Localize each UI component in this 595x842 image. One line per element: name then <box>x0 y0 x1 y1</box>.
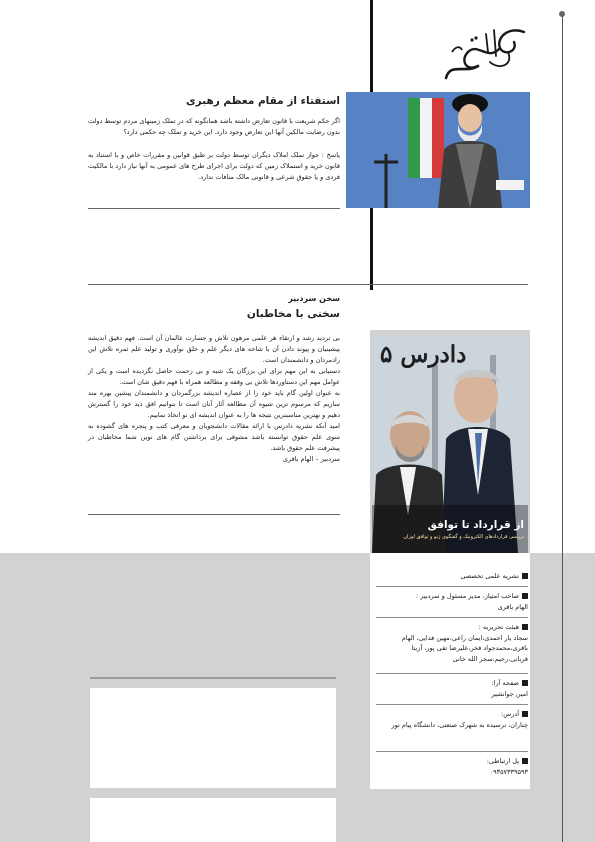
divider <box>88 284 528 285</box>
info-layout: صفحه آرا: امین جوانشیر <box>378 678 528 699</box>
cover-headline: از قرارداد تا توافق <box>427 519 524 531</box>
editorial-paragraph: امید آنکه نشریه دادرس با ارائه مقالات دانشجویان و معرفی کتب و پنجره های گشوده به سوی علم حقوق توانسته باشد مشوقی برای برداشتن گام های نوین شما مخاطبان در پیشرفت علم حقوق باشد. <box>88 422 340 452</box>
editorial-paragraph: به عنوان اولین گام باید خود را از عصاره اندیشه بزرگمردان و دانشمندان پیشین بهره مند سازیم که مرسوم ترین شیوه آن مطالعه آثار آنان است تا بتوانیم افق دید خود را گسترش دهیم و بهترین مناسبترین نتیجه ها را به عنوان اندیشه ای نو اتخاذ نماییم. <box>88 389 340 419</box>
section-title: استفتاء از مقام معظم رهبری <box>186 95 340 107</box>
editorial-paragraph: دستیابی به این مهم برای این بزرگان یک شبه و بی زحمت حاصل نگردیده است و یکی از عوامل مهم این دستاوردها تلاش بی وقفه و مطالعه همراه با فهم دقیق شان است. <box>88 367 340 386</box>
editorial-signature: سردبیر – الهام باقری <box>282 455 340 463</box>
answer-text: پاسخ : جواز تملک املاک دیگران توسط دولت بر طبق قوانین و مقررات خاص و با استناد به قانون خرید و استملاک زمین که دولت برای اجرای طرح های عمومی به آنها نیاز دارد با مالکیت فردی و یا حقوق شرعی و قانونی مالک منافات ندارد. <box>88 151 340 181</box>
editorial-paragraph: بی تردید رشد و ارتقاء هر علمی مرهون تلاش و جسارت عالمان آن است. فهم دقیق اندیشه پیشینیان و پیوند دادن آن با شاخه های دیگر علم و خلق نوآوری و تولید علم ثمره تلاش این رادمردان و دانشمندان است. <box>88 334 340 364</box>
vertical-rule <box>562 14 563 842</box>
divider <box>376 704 528 705</box>
blank-panel <box>90 798 336 842</box>
info-editorial-board: هیئت تحریریه : سجاد یار احمدی،ایمان راعی،مهین فدایی، الهام باقری،محمدجواد فخر،علیرضا تقی پور، آزیتا قربانی،رحیم،سحر الله خانی <box>378 622 528 664</box>
editorial-body <box>88 333 340 465</box>
question-text: اگر حکم شریعت با قانون تعارض داشته باشد همانگونه که در تملک زمینهای مردم توسط دولت بدون رضایت مالکین آنها این تعارض وجود دارد. این خرید و تملک چه حکمی دارد؟ <box>88 117 340 136</box>
info-type: نشریه علمی تخصصی <box>378 571 528 582</box>
publisher-name: الهام باقری <box>497 602 528 611</box>
cover-subline: بررسی قراردادهای الکترونیک و گفتگوی ژنو و توافق لوزان <box>403 534 524 540</box>
square-bullet-icon <box>522 593 528 599</box>
divider <box>90 677 336 679</box>
square-bullet-icon <box>522 624 528 630</box>
info-address: آدرس: چناران، نرسیده به شهرک صنعتی، دانشگاه پیام نور <box>378 709 528 730</box>
rule-dot <box>559 11 565 17</box>
divider <box>376 617 528 618</box>
info-contact: پل ارتباطی: ۰۹۳۵۷۳۳۹۵۹۳ <box>378 756 528 777</box>
divider <box>88 514 340 515</box>
divider <box>376 586 528 587</box>
cover-masthead: دادرس ۵ <box>380 341 467 368</box>
layout-name: امین جوانشیر <box>491 689 528 698</box>
magazine-cover <box>372 335 528 553</box>
square-bullet-icon <box>522 680 528 686</box>
square-bullet-icon <box>522 758 528 764</box>
address-text: چناران، نرسیده به شهرک صنعتی، دانشگاه پیام نور <box>391 720 528 729</box>
calligraphy-logo <box>438 22 530 84</box>
board-names: سجاد یار احمدی،ایمان راعی،مهین فدایی، الهام باقری،محمدجواد فخر،علیرضا تقی پور، آزیتا قربانی،رحیم،سحر الله خانی <box>401 633 528 663</box>
square-bullet-icon <box>522 573 528 579</box>
section-kicker: سخن سردبیر <box>288 294 340 303</box>
masthead-info-panel <box>370 553 530 789</box>
phone-number: ۰۹۳۵۷۳۳۹۵۹۳ <box>489 767 528 776</box>
blank-panel <box>90 688 336 788</box>
divider <box>376 673 528 674</box>
leader-photo <box>346 92 530 208</box>
divider <box>376 751 528 752</box>
divider <box>88 208 340 209</box>
info-publisher: صاحب امتیاز، مدیر مسئول و سردبیر : الهام باقری <box>378 591 528 612</box>
section-title: سخنی با مخاطبان <box>246 308 340 320</box>
square-bullet-icon <box>522 711 528 717</box>
